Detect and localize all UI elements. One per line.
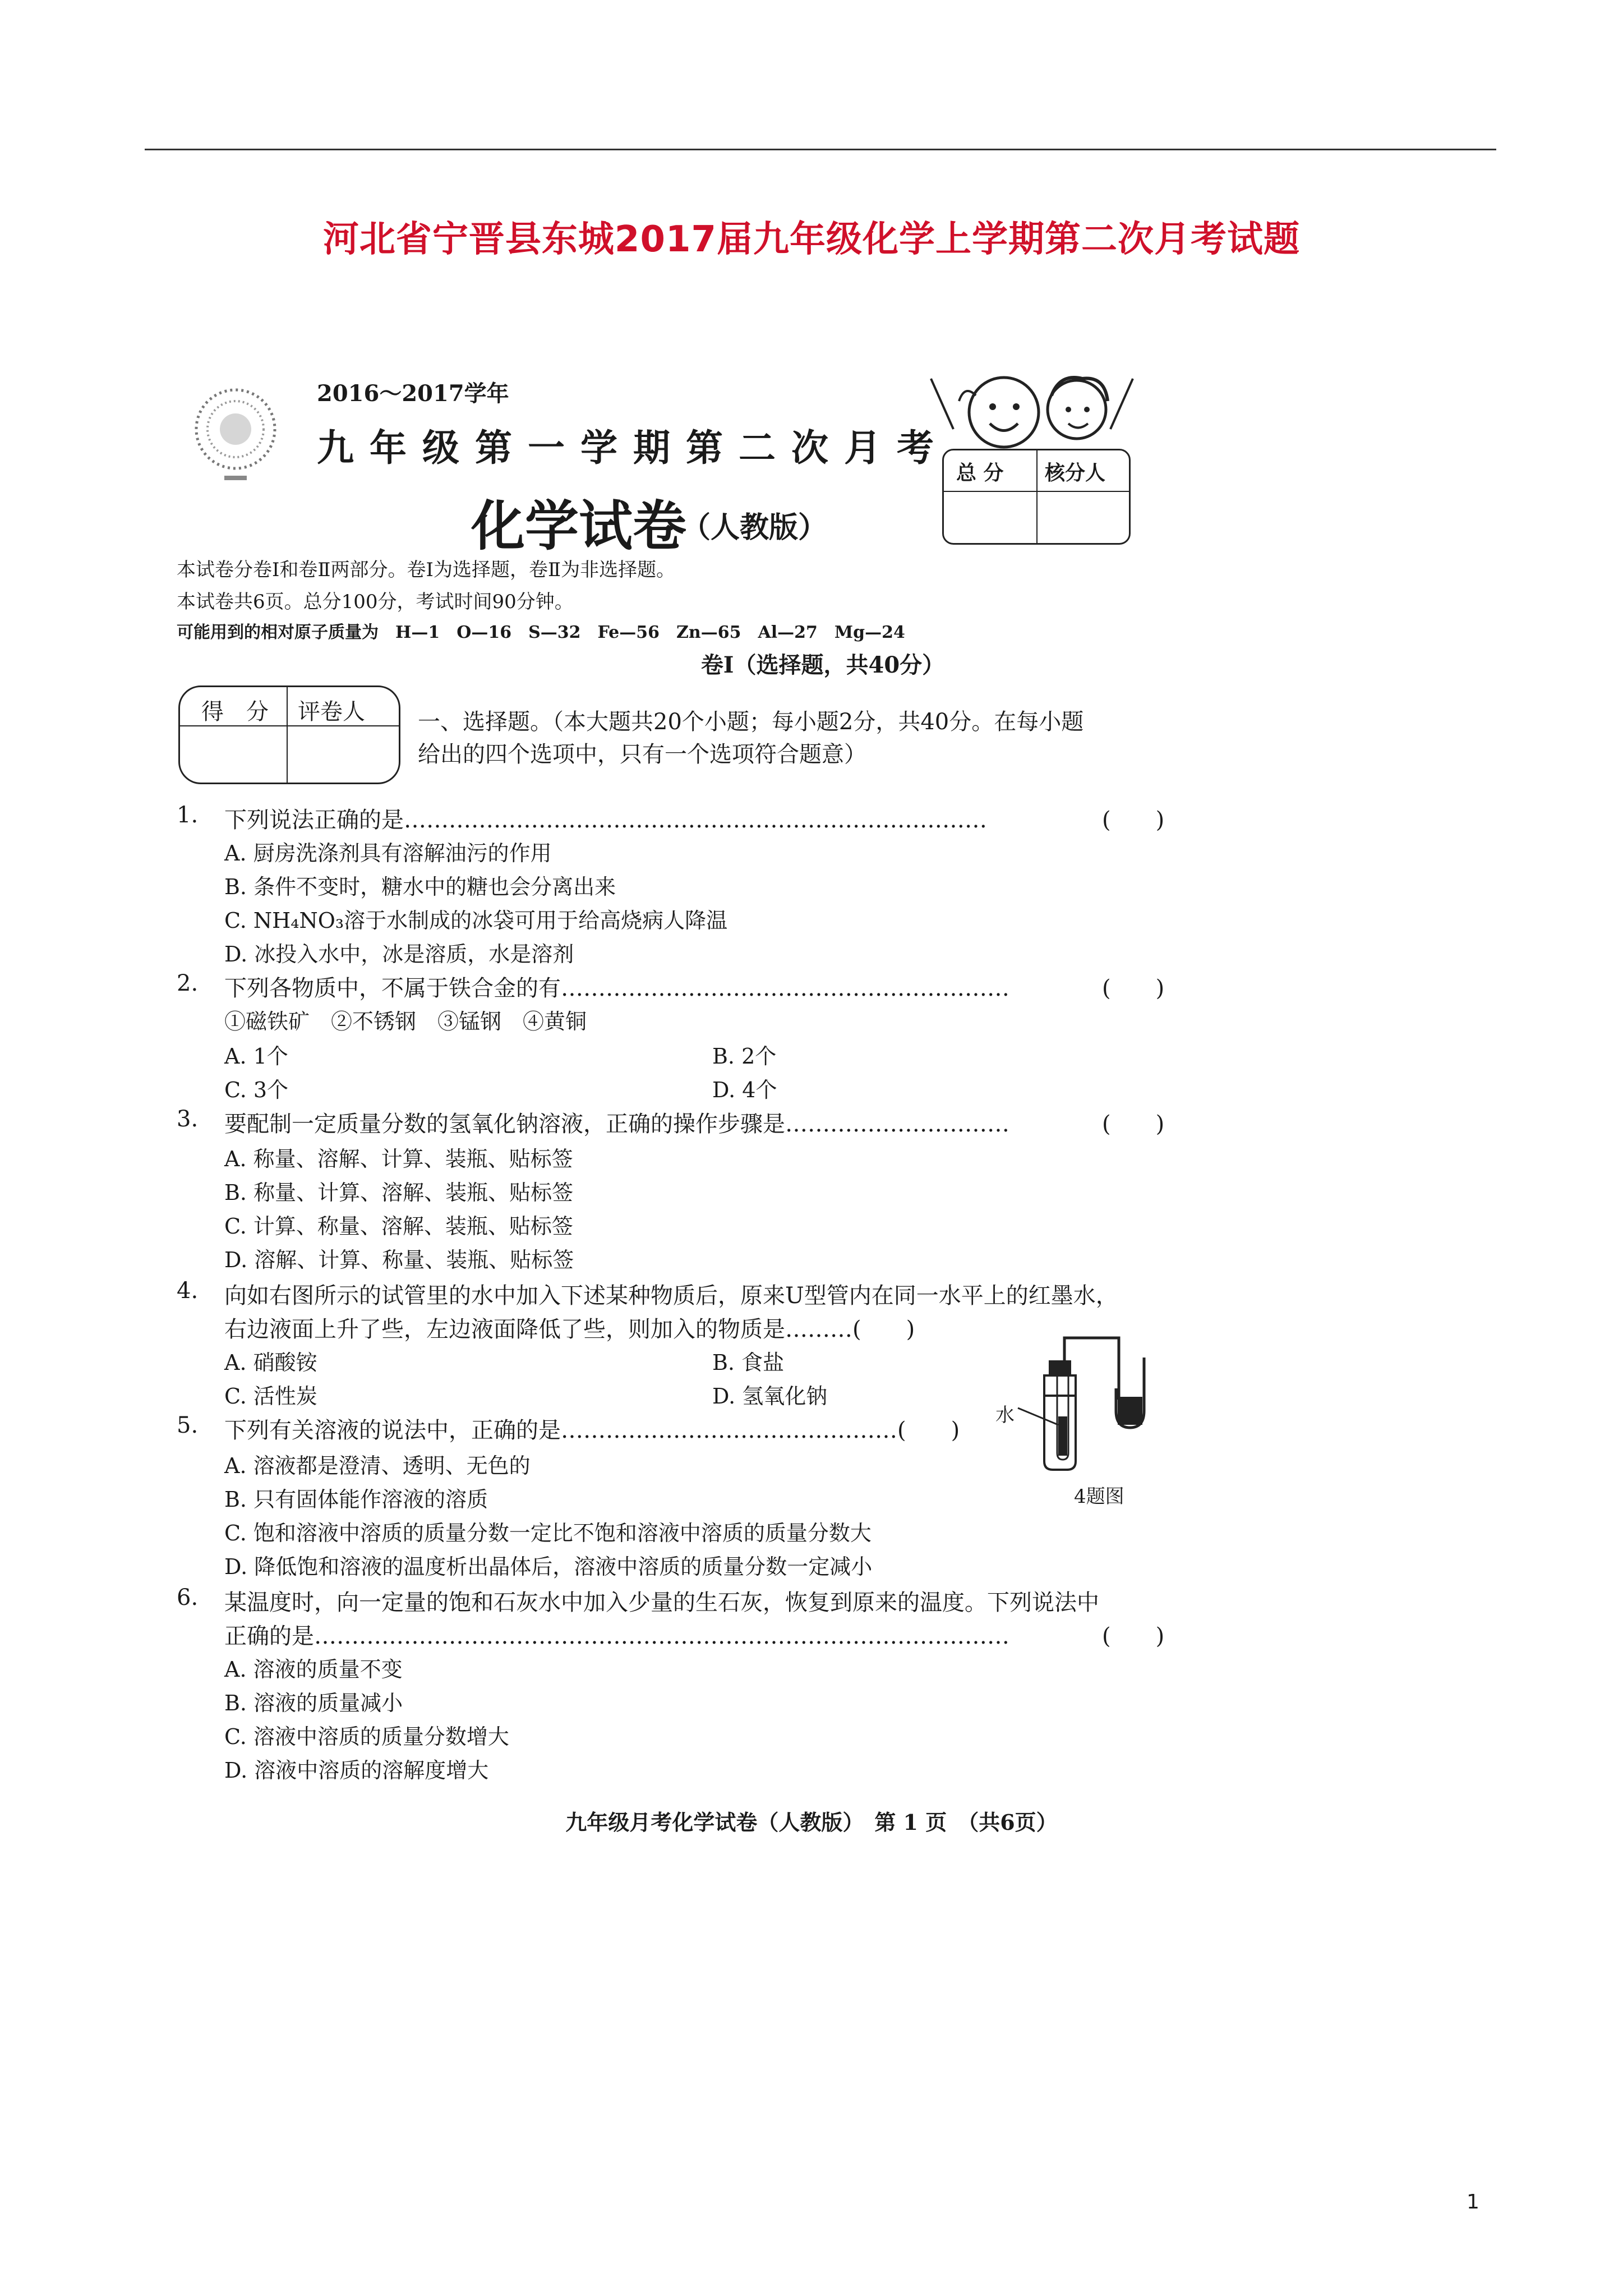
question-6-option-b: B. 溶液的质量减小	[224, 1691, 403, 1715]
question-3-answer-bracket: ( )	[1102, 1111, 1165, 1137]
page-number: 1	[1467, 2191, 1479, 2214]
score-label: 得 分	[201, 699, 269, 725]
question-3-option-b: B. 称量、计算、溶解、装瓶、贴标签	[224, 1180, 574, 1205]
question-5-option-b: B. 只有固体能作溶液的溶质	[224, 1487, 488, 1512]
exam-name: 九年级第一学期第二次月考	[317, 426, 949, 470]
question-1-option-b: B. 条件不变时，糖水中的糖也会分离出来	[224, 875, 616, 899]
question-2-sub: ①磁铁矿 ②不锈钢 ③锰钢 ④黄铜	[224, 1009, 587, 1034]
question-2-answer-bracket: ( )	[1102, 976, 1165, 1001]
page-footer: 九年级月考化学试卷（人教版） 第 1 页 （共6页）	[565, 1810, 1058, 1835]
question-4-number: 4.	[177, 1278, 199, 1304]
question-3-stem: 要配制一定质量分数的氢氧化钠溶液，正确的操作步骤是…………………………	[224, 1111, 1009, 1137]
figure-caption: 4题图	[1074, 1485, 1124, 1508]
document-title: 河北省宁晋县东城2017届九年级化学上学期第二次月考试题	[322, 219, 1301, 260]
question-6-number: 6.	[177, 1585, 199, 1611]
question-5-option-d: D. 降低饱和溶液的温度析出晶体后，溶液中溶质的质量分数一定减小	[224, 1554, 873, 1579]
top-rule	[145, 149, 1496, 150]
u-tube-apparatus-icon	[990, 1324, 1158, 1492]
question-6-answer-bracket: ( )	[1102, 1623, 1165, 1649]
question-2-option-c: C. 3个	[224, 1078, 289, 1102]
question-3-option-d: D. 溶解、计算、称量、装瓶、贴标签	[224, 1248, 574, 1272]
question-6-stem-cont: 正确的是…………………………………………………………………………………	[224, 1623, 1009, 1649]
question-4-option-d: D. 氢氧化钠	[712, 1384, 828, 1409]
question-1-option-c: C. NH₄NO₃溶于水制成的冰袋可用于给高烧病人降温	[224, 908, 728, 933]
question-2-stem: 下列各物质中，不属于铁合金的有……………………………………………………	[224, 976, 1009, 1001]
question-1-number: 1.	[177, 802, 199, 828]
score-box	[942, 449, 1131, 545]
question-4-stem: 向如右图所示的试管里的水中加入下述某种物质后，原来U型管内在同一水平上的红墨水，	[224, 1283, 1118, 1309]
intro-line-1: 本试卷分卷Ⅰ和卷Ⅱ两部分。卷Ⅰ为选择题，卷Ⅱ为非选择题。	[177, 559, 676, 581]
question-4-stem-cont: 右边液面上升了些，左边液面降低了些，则加入的物质是………( )	[224, 1317, 915, 1342]
question-3-option-a: A. 称量、溶解、计算、装瓶、贴标签	[224, 1147, 573, 1171]
question-1-stem: 下列说法正确的是……………………………………………………………………	[224, 807, 987, 833]
school-year: 2016～2017学年	[317, 380, 509, 407]
question-3-option-c: C. 计算、称量、溶解、装瓶、贴标签	[224, 1214, 573, 1239]
part-title-cont: 给出的四个选项中，只有一个选项符合题意）	[418, 742, 866, 767]
question-5-option-c: C. 饱和溶液中溶质的质量分数一定比不饱和溶液中溶质的质量分数大	[224, 1521, 872, 1545]
question-4-option-b: B. 食盐	[712, 1350, 785, 1375]
grader-box	[178, 685, 400, 784]
question-2-option-a: A. 1个	[224, 1044, 288, 1069]
part-title: 一、选择题。（本大题共20个小题；每小题2分，共40分。在每小题	[418, 709, 1084, 735]
atomic-mass-line: 可能用到的相对原子质量为 H—1 O—16 S—32 Fe—56 Zn—65 Al—27 Mg—24	[177, 623, 905, 642]
question-5-option-a: A. 溶液都是澄清、透明、无色的	[224, 1453, 531, 1478]
question-5-stem: 下列有关溶液的说法中，正确的是………………………………………( )	[224, 1418, 960, 1443]
checker-label: 核分人	[1045, 462, 1106, 485]
intro-line-2: 本试卷共6页。总分100分，考试时间90分钟。	[177, 591, 574, 613]
question-6-option-a: A. 溶液的质量不变	[224, 1657, 403, 1682]
question-1-answer-bracket: ( )	[1102, 807, 1165, 833]
question-5-number: 5.	[177, 1412, 199, 1438]
question-1-option-d: D. 冰投入水中，冰是溶质，水是溶剂	[224, 942, 574, 967]
school-seal-icon	[188, 381, 283, 488]
question-1-option-a: A. 厨房洗涤剂具有溶解油污的作用	[224, 841, 552, 866]
total-score-label: 总 分	[956, 462, 1004, 485]
question-2-number: 2.	[177, 970, 199, 996]
question-2-option-d: D. 4个	[712, 1078, 777, 1102]
section-title: 卷Ⅰ（选择题，共40分）	[700, 652, 945, 678]
figure-water-label: 水	[995, 1404, 1015, 1427]
question-2-option-b: B. 2个	[712, 1044, 777, 1069]
paper-edition: （人教版）	[681, 510, 828, 545]
question-6-option-c: C. 溶液中溶质的质量分数增大	[224, 1724, 509, 1749]
paper-title: 化学试卷	[471, 495, 686, 558]
grader-label: 评卷人	[298, 699, 365, 725]
question-3-number: 3.	[177, 1106, 199, 1132]
question-6-stem: 某温度时，向一定量的饱和石灰水中加入少量的生石灰，恢复到原来的温度。下列说法中	[224, 1590, 1099, 1616]
question-6-option-d: D. 溶液中溶质的溶解度增大	[224, 1758, 489, 1783]
question-4-option-a: A. 硝酸铵	[224, 1350, 317, 1375]
question-4-option-c: C. 活性炭	[224, 1384, 317, 1409]
